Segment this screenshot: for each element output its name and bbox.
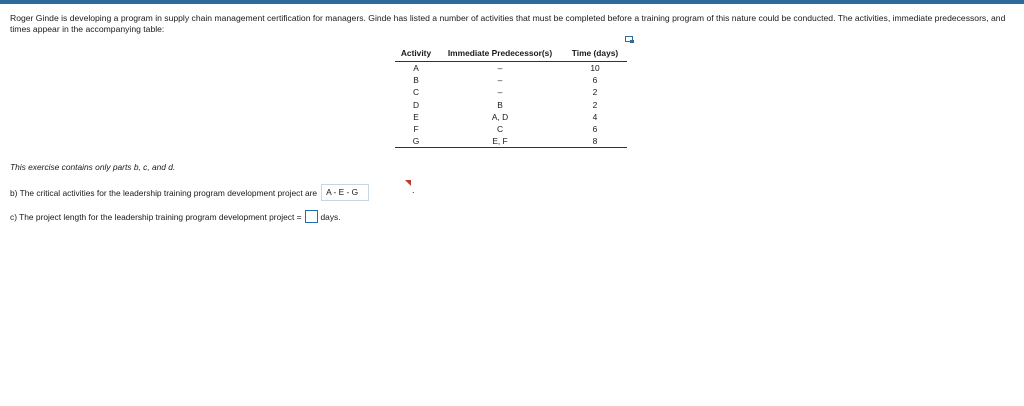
copy-table-icon[interactable] — [625, 36, 635, 44]
cell-time: 10 — [590, 63, 600, 74]
cell-predecessor: – — [497, 87, 503, 98]
header-time: Time (days) — [563, 47, 627, 62]
table-row — [395, 123, 627, 135]
cell-activity: B — [413, 75, 419, 86]
top-accent-bar — [0, 0, 1024, 4]
header-predecessors: Immediate Predecessor(s) — [437, 47, 563, 62]
cell-predecessor: B — [497, 99, 503, 110]
cell-activity: G — [395, 135, 437, 148]
header-activity: Activity — [395, 47, 437, 62]
cell-time: 6 — [592, 75, 598, 86]
table-row — [395, 86, 627, 98]
table-row — [395, 99, 627, 111]
cell-predecessor: – — [497, 63, 503, 74]
cell-time: 6 — [592, 124, 598, 135]
table-row — [395, 111, 627, 123]
cell-activity: E — [413, 111, 419, 122]
cell-predecessor: – — [497, 75, 503, 86]
incorrect-flag-icon — [405, 180, 411, 186]
table-row — [395, 62, 627, 75]
cell-activity: A — [413, 63, 419, 74]
question-text: Roger Ginde is developing a program in supply chain management certification for managers. Ginde has listed a number of activities that must be completed before a training program of this nature could be conducted. The activities, immediate predecessors, and times appear in the accompanying table: — [10, 13, 1006, 34]
table-row — [395, 74, 627, 86]
part-b-period: . — [412, 185, 415, 195]
critical-activities-answer[interactable]: A - E - G — [321, 184, 369, 201]
part-c-unit: days. — [320, 211, 341, 222]
cell-activity: D — [412, 99, 420, 110]
cell-time: 2 — [592, 99, 598, 110]
cell-predecessor: E, F — [437, 135, 563, 148]
cell-activity: F — [413, 124, 419, 135]
part-c-label: c) The project length for the leadership training program development project = — [10, 211, 302, 222]
cell-predecessor: C — [496, 124, 504, 135]
cell-time: 4 — [592, 111, 598, 122]
exercise-note: This exercise contains only parts b, c, and d. — [10, 162, 176, 172]
cell-time: 8 — [563, 135, 627, 148]
part-c — [10, 210, 341, 223]
table-row — [395, 135, 627, 148]
table-header-row — [395, 47, 627, 62]
cell-predecessor: A, D — [491, 111, 509, 122]
part-b-label: b) The critical activities for the leadership training program development project are — [10, 187, 318, 198]
part-b — [10, 184, 369, 201]
cell-activity: C — [412, 87, 420, 98]
project-length-input[interactable] — [305, 210, 318, 223]
cell-time: 2 — [592, 87, 598, 98]
activities-table — [395, 47, 627, 148]
